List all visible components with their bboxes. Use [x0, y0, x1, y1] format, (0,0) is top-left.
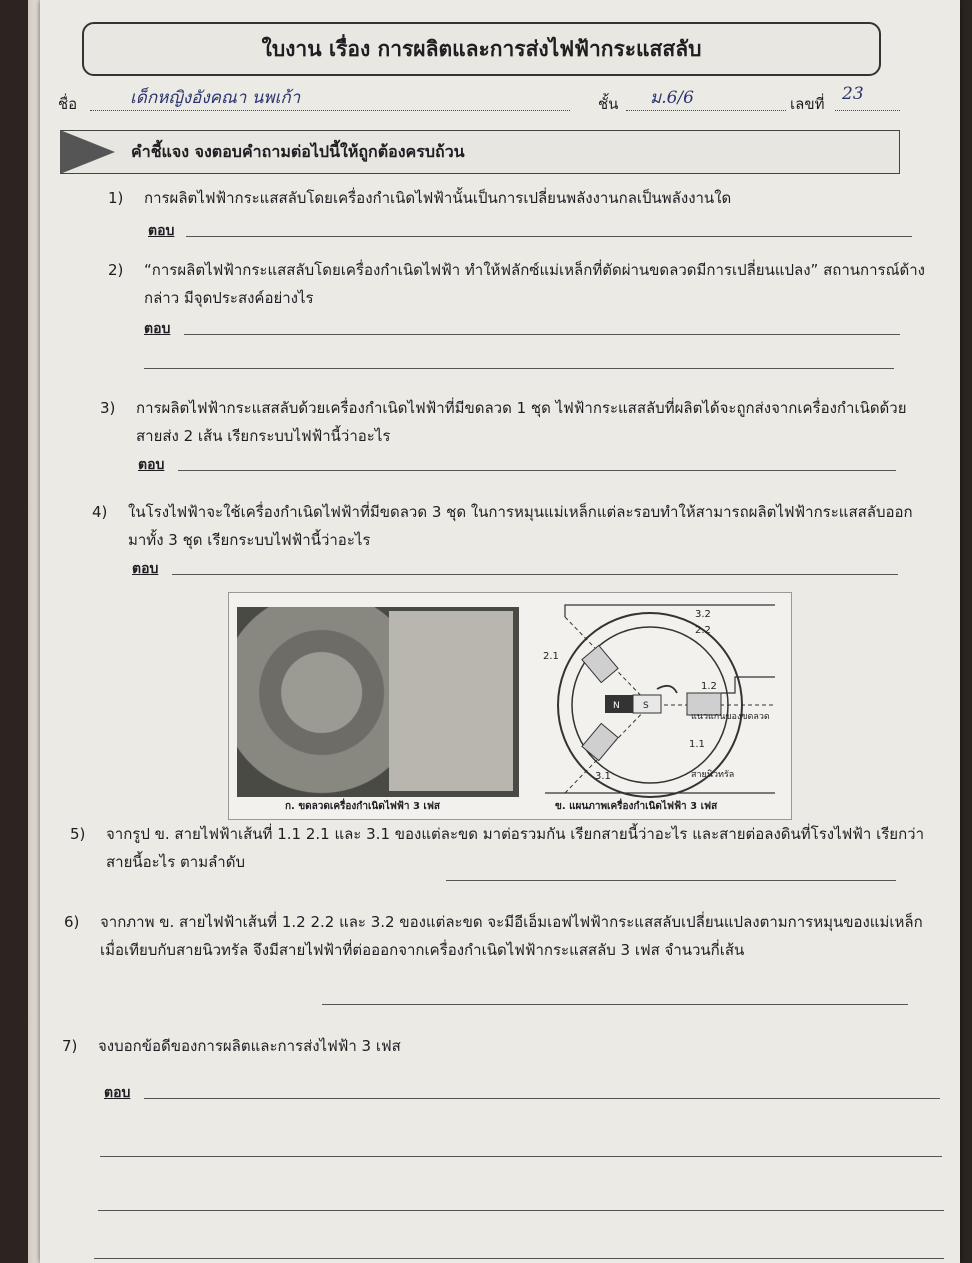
- question-number: 5): [70, 825, 86, 843]
- answer-label: ตอบ: [104, 1085, 131, 1101]
- label-1-2: 1.2: [701, 681, 717, 692]
- answer-line[interactable]: [178, 470, 896, 471]
- label-1-1: 1.1: [689, 739, 705, 750]
- title-text: ใบงาน เรื่อง การผลิตและการส่งไฟฟ้ากระแสสลับ: [261, 36, 702, 61]
- answer-line[interactable]: [98, 1210, 944, 1211]
- instructions-box: [60, 130, 900, 174]
- question-text: ในโรงไฟฟ้าจะใช้เครื่องกำเนิดไฟฟ้าที่มีขดลวด 3 ชุด ในการหมุนแม่เหล็กแต่ละรอบทำให้สามารถผลิตไฟฟ้ากระแสสลับออกมาทั้ง 3 ชุด เรียกระบบไฟฟ้านี้ว่าอะไร: [128, 503, 913, 549]
- answer-label: ตอบ: [148, 223, 175, 239]
- wire: [721, 677, 775, 693]
- label-coil-axis: แนวแกนของขดลวด: [691, 712, 770, 722]
- worksheet-title: [82, 22, 881, 76]
- answer-line[interactable]: [172, 574, 898, 575]
- answer-line[interactable]: [94, 1258, 944, 1259]
- name-label: ชื่อ: [58, 95, 78, 113]
- label-3-1: 3.1: [595, 771, 611, 782]
- question-text: “การผลิตไฟฟ้ากระแสสลับโดยเครื่องกำเนิดไฟฟ้า ทำให้ฟลักซ์แม่เหล็กที่ตัดผ่านขดลวดมีการเปลี่ยนแปลง” สถานการณ์ด้างกล่าว มีจุดประสงค์อย่างไร: [144, 261, 925, 307]
- phase-diagram-board: [389, 611, 513, 791]
- generator-figure: [228, 592, 792, 820]
- coil-2: [582, 645, 618, 682]
- question-text: จากภาพ ข. สายไฟฟ้าเส้นที่ 1.2 2.2 และ 3.2 ของแต่ละขด จะมีอีเอ็มเอฟไฟฟ้ากระแสสลับเปลี่ยนแปลงตามการหมุนของแม่เหล็กเมื่อเทียบกับสายนิวทรัล จึงมีสายไฟฟ้าที่ต่อออกจากเครื่องกำเนิดไฟฟ้ากระแสสลับ 3 เฟส จำนวนกี่เส้น: [100, 913, 923, 959]
- student-info-row: [50, 84, 900, 114]
- label-2-2: 2.2: [695, 625, 711, 636]
- question-number: 6): [64, 913, 80, 931]
- number-line: [835, 110, 900, 111]
- answer-label: ตอบ: [132, 561, 159, 577]
- question-number: 3): [100, 399, 116, 417]
- question-text: การผลิตไฟฟ้ากระแสสลับด้วยเครื่องกำเนิดไฟฟ้าที่มีขดลวด 1 ชุด ไฟฟ้ากระแสสลับที่ผลิตได้จะถูกส่งจากเครื่องกำเนิดด้วยสายส่ง 2 เส้น เรียกระบบไฟฟ้านี้ว่าอะไร: [136, 399, 907, 445]
- label-3-2: 3.2: [695, 609, 711, 620]
- instructions-arrow-icon: [60, 130, 115, 174]
- question-number: 2): [108, 261, 124, 279]
- question-number: 7): [62, 1037, 78, 1055]
- answer-line[interactable]: [144, 1098, 940, 1099]
- generator-coil-photo: [237, 607, 519, 797]
- answer-label: ตอบ: [144, 321, 171, 337]
- answer-label: ตอบ: [138, 457, 165, 473]
- coil-3: [582, 723, 618, 760]
- answer-line[interactable]: [144, 368, 894, 369]
- answer-line[interactable]: [446, 880, 896, 881]
- generator-schematic: [525, 597, 787, 807]
- class-label: ชั้น: [598, 95, 619, 113]
- rotation-arrow-icon: [657, 686, 677, 693]
- question-text: จากรูป ข. สายไฟฟ้าเส้นที่ 1.1 2.1 และ 3.1 ของแต่ละขด มาต่อรวมกัน เรียกสายนี้ว่าอะไร และสายต่อลงดินที่โรงไฟฟ้า เรียกว่าสายนี้อะไร ตามลำดับ: [106, 825, 924, 871]
- caption-b: ข. แผนภาพเครื่องกำเนิดไฟฟ้า 3 เฟส: [555, 801, 718, 812]
- answer-line[interactable]: [186, 236, 912, 237]
- label-south: S: [643, 701, 649, 711]
- caption-a: ก. ขดลวดเครื่องกำเนิดไฟฟ้า 3 เฟส: [285, 801, 441, 812]
- answer-line[interactable]: [322, 1004, 908, 1005]
- class-handwritten: ม.6/6: [650, 88, 694, 108]
- answer-line[interactable]: [100, 1156, 942, 1157]
- instructions-text: คำชี้แจง จงตอบคำถามต่อไปนี้ให้ถูกต้องครบถ้วน: [131, 141, 465, 161]
- label-neutral: สายนิวทรัล: [691, 770, 735, 780]
- label-2-1: 2.1: [543, 651, 559, 662]
- number-label: เลขที่: [790, 95, 825, 113]
- label-north: N: [613, 701, 620, 711]
- name-handwritten: เด็กหญิงอังคณา นพเก้า: [130, 88, 301, 108]
- question-number: 4): [92, 503, 108, 521]
- question-text: การผลิตไฟฟ้ากระแสสลับโดยเครื่องกำเนิดไฟฟ้านั้นเป็นการเปลี่ยนพลังงานกลเป็นพลังงานใด: [144, 189, 732, 207]
- number-handwritten: 23: [842, 84, 864, 104]
- question-text: จงบอกข้อดีของการผลิตและการส่งไฟฟ้า 3 เฟส: [98, 1037, 401, 1055]
- answer-line[interactable]: [184, 334, 900, 335]
- question-number: 1): [108, 189, 124, 207]
